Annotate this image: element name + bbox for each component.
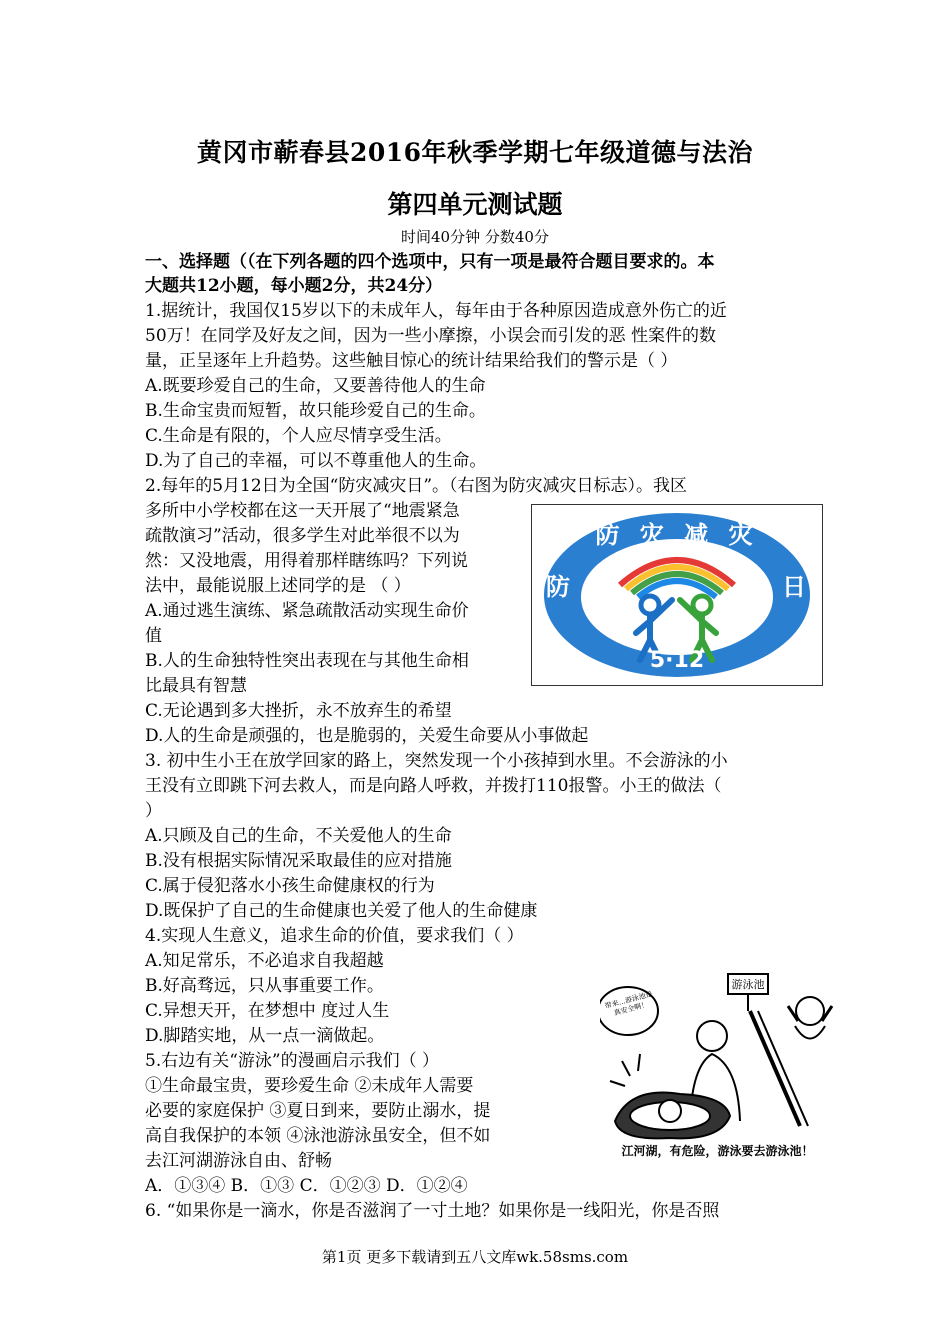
exam-time-score: 时间40分钟 分数40分	[401, 228, 549, 246]
q2-option-b-cont: 比最具有智慧	[145, 676, 247, 696]
q2-option-b: B.人的生命独特性突出表现在与其他生命相	[145, 651, 469, 671]
q1-option-b: B.生命宝贵而短暂，故只能珍爱自己的生命。	[145, 401, 486, 421]
q5-line: 高自我保护的本领 ④泳池游泳虽安全，但不如	[145, 1126, 491, 1146]
q2-option-c: C.无论遇到多大挫折，永不放弃生的希望	[145, 701, 452, 721]
page-footer: 第1页 更多下载请到五八文库wk.58sms.com	[321, 1248, 629, 1266]
comic-caption: 江河湖，有危险，游泳要去游泳池！	[621, 1144, 814, 1158]
q2-line: 多所中小学校都在这一天开展了“地震紧急	[145, 501, 460, 521]
logo-left-char: 防	[546, 573, 570, 601]
q6-line: 6. “如果你是一滴水，你是否滋润了一寸土地？如果你是一线阳光，你是否照	[145, 1201, 720, 1221]
logo-right-char: 日	[782, 573, 806, 601]
q3-line: 3. 初中生小王在放学回家的路上，突然发现一个小孩掉到水里。不会游泳的小	[145, 751, 728, 771]
q2-option-d: D.人的生命是顽强的，也是脆弱的，关爱生命要从小事做起	[145, 726, 589, 746]
q1-line: 50万！在同学及好友之间，因为一些小摩擦，小误会而引发的恶 性案件的数	[145, 326, 717, 346]
q4-option-a: A.知足常乐，不必追求自我超越	[145, 951, 384, 971]
comic-sign: 游泳池	[731, 978, 765, 991]
q1-line: 1.据统计，我国仅15岁以下的未成年人，每年由于各种原因造成意外伤亡的近	[145, 301, 727, 321]
section-heading-cont: 大题共12小题，每小题2分，共24分）	[145, 276, 443, 296]
q3-line: 王没有立即跳下河去救人，而是向路人呼救，并拨打110报警。小王的做法（	[145, 776, 722, 796]
q4-line: 4.实现人生意义，追求生命的价值，要求我们（ ）	[145, 926, 524, 946]
q1-option-c: C.生命是有限的，个人应尽情享受生活。	[145, 426, 452, 446]
q2-option-a: A.通过逃生演练、紧急疏散活动实现生命价	[145, 601, 469, 621]
disaster-prevention-logo	[531, 504, 823, 686]
swimming-comic	[600, 966, 835, 1166]
q4-option-b: B.好高骛远，只从事重要工作。	[145, 976, 384, 996]
section-heading: 一、选择题（（在下列各题的四个选项中，只有一项是最符合题目要求的。本	[145, 252, 715, 272]
document-title: 黄冈市蕲春县2016年秋季学期七年级道德与法治	[196, 138, 754, 167]
q3-option-a: A.只顾及自己的生命，不关爱他人的生命	[145, 826, 452, 846]
q2-line: 疏散演习”活动，很多学生对此举很不以为	[145, 526, 460, 546]
q2-option-a-cont: 值	[145, 626, 162, 646]
q5-line: 去江河湖游泳自由、舒畅	[145, 1151, 332, 1171]
q2-line: 法中，最能说服上述同学的是 （ ）	[145, 576, 411, 596]
q4-option-d: D.脚踏实地，从一点一滴做起。	[145, 1026, 385, 1046]
logo-date: 5·12	[649, 648, 705, 673]
q1-line: 量，正呈逐年上升趋势。这些触目惊心的统计结果给我们的警示是（ ）	[145, 351, 678, 371]
q2-line: 然：又没地震，用得着那样瞎练吗？下列说	[145, 551, 468, 571]
document-subtitle: 第四单元测试题	[387, 190, 563, 219]
q3-option-c: C.属于侵犯落水小孩生命健康权的行为	[145, 876, 435, 896]
q4-option-c: C.异想天开，在梦想中 度过人生	[145, 1001, 390, 1021]
q5-line: 5.右边有关“游泳”的漫画启示我们（ ）	[145, 1051, 440, 1071]
q3-line: ）	[145, 801, 162, 821]
q2-line: 2.每年的5月12日为全国“防灾减灾日”。（右图为防灾减灾日标志）。我区	[145, 476, 688, 496]
q5-options: A．①③④ B．①③ C．①②③ D．①②④	[145, 1176, 468, 1196]
q3-option-d: D.既保护了自己的生命健康也关爱了他人的生命健康	[145, 901, 538, 921]
logo-top-text: 防 灾 减 灾	[595, 521, 759, 549]
q5-line: ①生命最宝贵，要珍爱生命 ②未成年人需要	[145, 1076, 474, 1096]
q1-option-d: D.为了自己的幸福，可以不尊重他人的生命。	[145, 451, 487, 471]
q3-option-b: B.没有根据实际情况采取最佳的应对措施	[145, 851, 452, 871]
q1-option-a: A.既要珍爱自己的生命，又要善待他人的生命	[145, 376, 486, 396]
comic-speech-bubble: 带来…游泳池是真安全啊！	[604, 989, 654, 1018]
q5-line: 必要的家庭保护 ③夏日到来，要防止溺水，提	[145, 1101, 491, 1121]
